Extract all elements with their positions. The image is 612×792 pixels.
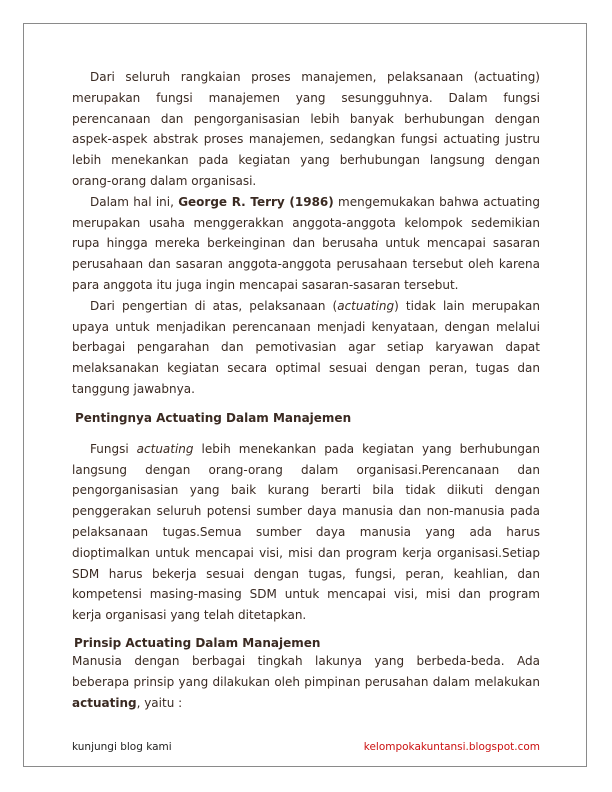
footer-blog-label: kunjungi blog kami [72,741,172,753]
paragraph-text: Dari pengertian di atas, pelaksanaan ( [90,298,338,313]
paragraph-terry-quote [72,192,540,296]
paragraph-text: ) tidak lain merupakan upaya untuk menjadikan perencanaan menjadi kenyataan, dengan melalui berbagai pengarahan dan pemotivasian agar setiap karyawan dapat melaksanakan kegiatan secara optimal sesuai dengan peran, tugas dan tanggung jawabnya. [72,298,540,396]
paragraph-pengertian [72,296,540,400]
italic-term: actuating [136,441,194,456]
paragraph-text: Manusia dengan berbagai tingkah lakunya yang berbeda-beda. Ada beberapa prinsip yang dilakukan oleh pimpinan perusahan dalam melakukan [72,653,540,689]
section-heading-pentingnya: Pentingnya Actuating Dalam Manajemen [75,410,352,425]
document-body [72,67,540,713]
paragraph-text: mengemukakan bahwa actuating merupakan usaha menggerakkan anggota-anggota kelompok sedemikian rupa hingga mereka berkeinginan dan berusaha untuk mencapai sasaran perusahaan dan sasaran anggota-anggota perusahaan tersebut oleh karena para anggota itu juga ingin mencapai sasaran-sasaran tersebut. [72,194,540,292]
paragraph-fungsi-actuating [72,439,540,626]
paragraph-text: Fungsi [90,441,137,456]
footer-blog-link[interactable]: kelompokakuntansi.blogspot.com [363,741,540,753]
author-citation: George R. Terry (1986) [178,194,334,209]
bold-term: actuating [72,695,137,710]
paragraph-text: Dari seluruh rangkaian proses manajemen, pelaksanaan (actuating) merupakan fungsi manajemen yang sesungguhnya. Dalam fungsi perencanaan dan pengorganisasian lebih banyak berhubungan dengan aspek-aspek abstrak proses manajemen, sedangkan fungsi actuating justru lebih menekankan pada kegiatan yang berhubungan langsung dengan orang-orang dalam organisasi. [72,70,540,188]
paragraph-intro: Dalam hal ini, [90,194,179,209]
italic-term: actuating [337,298,395,313]
paragraph-actuating-definition [72,67,540,192]
section-heading-prinsip: Prinsip Actuating Dalam Manajemen [74,635,321,650]
paragraph-prinsip [72,651,540,713]
paragraph-text: , yaitu : [136,695,183,710]
paragraph-text: lebih menekankan pada kegiatan yang berhubungan langsung dengan orang-orang dalam organisasi.Perencanaan dan pengorganisasian yang baik kurang berarti bila tidak diikuti dengan penggerakan seluruh potensi sumber daya manusia dan non-manusia pada pelaksanaan tugas.Semua sumber daya manusia yang ada harus dioptimalkan untuk mencapai visi, misi dan program kerja organisasi.Setiap SDM harus bekerja sesuai dengan tugas, fungsi, peran, keahlian, dan kompetensi masing-masing SDM untuk mencapai visi, misi dan program kerja organisasi yang telah ditetapkan. [72,441,540,623]
